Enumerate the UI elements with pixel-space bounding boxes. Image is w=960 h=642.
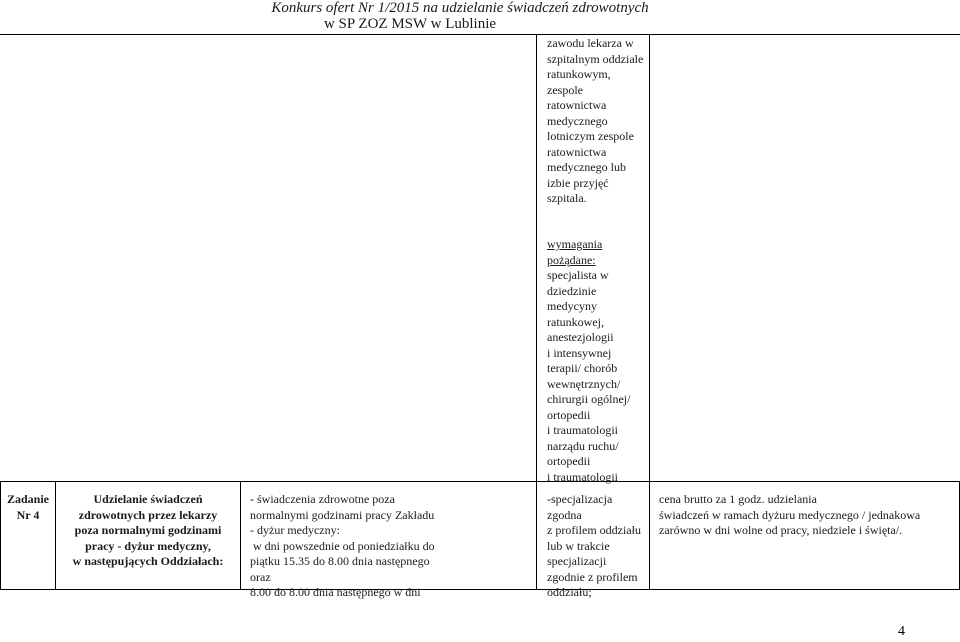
requirement-line: ratownictwa <box>547 144 607 159</box>
requirement-line: medycznego lub <box>547 160 626 174</box>
scope-line: 8.00 do 8.00 dnia następnego w dni <box>250 585 421 599</box>
service-description-cell <box>57 492 239 570</box>
service-line: pracy - dyżur medyczny, <box>85 538 211 553</box>
qualification-line: specjalizacji <box>547 554 607 568</box>
qualification-line: -specjalizacja <box>547 492 613 506</box>
requirement-line: szpitala. <box>547 191 587 205</box>
column-divider <box>240 481 241 590</box>
requirement-line: zespole <box>547 82 583 97</box>
desired-line: i traumatologii <box>547 423 618 437</box>
service-line: zdrowotnych przez lekarzy <box>78 507 218 522</box>
service-line: poza normalnymi godzinami <box>74 523 222 537</box>
qualification-line: lub w trakcie <box>547 538 610 553</box>
scope-line: normalnymi godzinami pracy Zakładu <box>250 507 435 522</box>
qualification-line: oddziału; <box>547 585 592 599</box>
desired-line: ortopedii <box>547 454 591 468</box>
requirement-line: ratownictwa <box>547 98 607 112</box>
price-line: zarówno w dni wolne od pracy, niedziele i święta/. <box>659 523 903 537</box>
scope-line: piątku 15.35 do 8.00 dnia następnego <box>250 554 430 568</box>
table-top-border <box>0 34 960 35</box>
requirement-line: lotniczym zespole <box>547 129 634 143</box>
requirement-line: medycznego <box>547 113 608 128</box>
desired-line: chirurgii ogólnej/ <box>547 392 631 406</box>
service-line: w następujących Oddziałach: <box>72 554 224 568</box>
service-line: Udzielanie świadczeń <box>93 492 203 506</box>
desired-line: medycyny <box>547 299 597 313</box>
desired-line: terapii/ chorób <box>547 361 618 375</box>
requirement-line: szpitalnym oddziale <box>547 51 644 66</box>
scope-line: - dyżur medyczny: <box>250 523 340 537</box>
desired-line: i intensywnej <box>547 345 612 360</box>
column-divider <box>536 34 537 590</box>
price-criteria-cell <box>659 492 957 539</box>
desired-line: i traumatologii <box>547 469 618 484</box>
desired-line: ortopedii <box>547 407 591 422</box>
document-header-subtitle: w SP ZOZ MSW w Lublinie <box>323 16 497 32</box>
scope-line: w dni powszednie od poniedziałku do <box>250 538 435 553</box>
row-divider <box>0 481 960 482</box>
desired-line: wewnętrznych/ <box>547 376 621 391</box>
price-line: cena brutto za 1 godz. udzielania <box>659 492 817 506</box>
desired-line: ratunkowej, <box>547 314 604 329</box>
desired-line: specjalista w <box>547 268 609 282</box>
qualification-requirements-cell <box>547 492 647 601</box>
task-number-cell <box>1 492 55 523</box>
column-divider <box>649 34 650 590</box>
requirement-line: izbie przyjęć <box>547 175 609 190</box>
task-number-line: Nr 4 <box>16 507 40 522</box>
desired-heading-line: wymagania <box>547 237 603 251</box>
desired-line: narządu ruchu/ <box>547 438 619 453</box>
service-scope-cell <box>250 492 534 601</box>
column-divider <box>55 481 56 590</box>
document-header-title: Konkurs ofert Nr 1/2015 na udzielanie świadczeń zdrowotnych <box>271 0 649 16</box>
requirement-line: ratunkowym, <box>547 67 611 81</box>
upper-requirements-cell <box>547 36 647 207</box>
qualification-line: zgodna <box>547 507 582 522</box>
desired-line: dziedzinie <box>547 283 597 298</box>
page-number: 4 <box>898 624 905 639</box>
scope-line: - świadczenia zdrowotne poza <box>250 492 395 506</box>
qualification-line: z profilem oddziału <box>547 523 641 537</box>
desired-line: anestezjologii <box>547 330 614 344</box>
price-line: świadczeń w ramach dyżuru medycznego / jednakowa <box>659 507 921 522</box>
qualification-line: zgodnie z profilem <box>547 569 638 584</box>
desired-heading-line: pożądane: <box>547 252 596 267</box>
task-number-line: Zadanie <box>6 492 49 506</box>
scope-line: oraz <box>250 569 271 584</box>
desired-requirements-cell <box>547 237 647 485</box>
requirement-line: zawodu lekarza w <box>547 36 634 50</box>
